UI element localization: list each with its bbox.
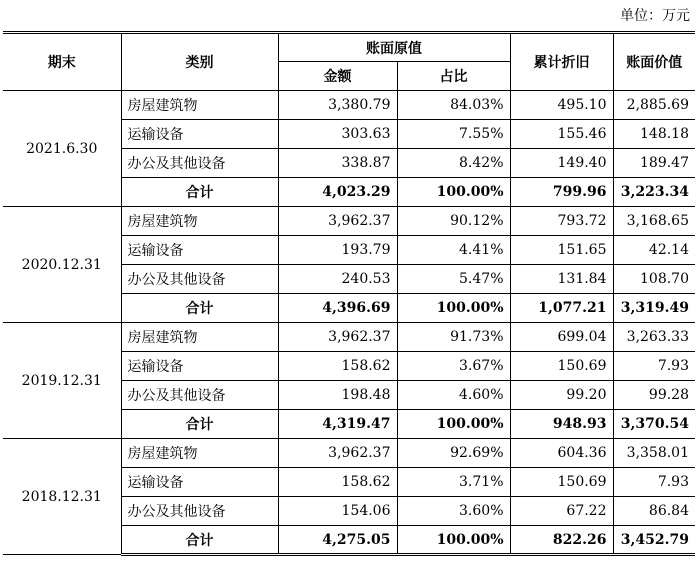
- ratio-cell: 92.69%: [397, 439, 510, 468]
- header-original-value: 账面原值: [278, 33, 510, 62]
- category-cell: 房屋建筑物: [121, 207, 278, 236]
- depreciation-cell: 67.22: [510, 497, 613, 526]
- book-value-cell: 99.28: [613, 381, 695, 410]
- amount-cell: 303.63: [278, 120, 397, 149]
- category-cell: 合计: [121, 294, 278, 323]
- ratio-cell: 5.47%: [397, 265, 510, 294]
- period-cell: 2021.6.30: [3, 91, 121, 207]
- category-cell: 房屋建筑物: [121, 91, 278, 120]
- category-cell: 运输设备: [121, 352, 278, 381]
- book-value-cell: 3,223.34: [613, 178, 695, 207]
- depreciation-cell: 604.36: [510, 439, 613, 468]
- depreciation-cell: 149.40: [510, 149, 613, 178]
- category-cell: 运输设备: [121, 236, 278, 265]
- fixed-assets-table: [3, 31, 695, 556]
- table-row: [3, 323, 695, 352]
- depreciation-cell: 151.65: [510, 236, 613, 265]
- category-cell: 办公及其他设备: [121, 497, 278, 526]
- depreciation-cell: 131.84: [510, 265, 613, 294]
- category-cell: 运输设备: [121, 468, 278, 497]
- ratio-cell: 91.73%: [397, 323, 510, 352]
- amount-cell: 154.06: [278, 497, 397, 526]
- depreciation-cell: 699.04: [510, 323, 613, 352]
- amount-cell: 198.48: [278, 381, 397, 410]
- amount-cell: 3,962.37: [278, 439, 397, 468]
- header-book-value: 账面价值: [613, 33, 695, 91]
- ratio-cell: 7.55%: [397, 120, 510, 149]
- book-value-cell: 3,319.49: [613, 294, 695, 323]
- depreciation-cell: 150.69: [510, 468, 613, 497]
- period-cell: 2018.12.31: [3, 439, 121, 555]
- ratio-cell: 84.03%: [397, 91, 510, 120]
- ratio-cell: 100.00%: [397, 410, 510, 439]
- amount-cell: 3,380.79: [278, 91, 397, 120]
- depreciation-cell: 99.20: [510, 381, 613, 410]
- depreciation-cell: 155.46: [510, 120, 613, 149]
- period-cell: 2019.12.31: [3, 323, 121, 439]
- depreciation-cell: 799.96: [510, 178, 613, 207]
- category-cell: 房屋建筑物: [121, 323, 278, 352]
- category-cell: 房屋建筑物: [121, 439, 278, 468]
- table-header: [3, 33, 695, 91]
- category-cell: 合计: [121, 410, 278, 439]
- table-body: [3, 91, 695, 555]
- book-value-cell: 189.47: [613, 149, 695, 178]
- book-value-cell: 3,168.65: [613, 207, 695, 236]
- amount-cell: 4,396.69: [278, 294, 397, 323]
- period-cell: 2020.12.31: [3, 207, 121, 323]
- amount-cell: 158.62: [278, 352, 397, 381]
- category-cell: 合计: [121, 178, 278, 207]
- amount-cell: 240.53: [278, 265, 397, 294]
- ratio-cell: 100.00%: [397, 526, 510, 555]
- ratio-cell: 90.12%: [397, 207, 510, 236]
- depreciation-cell: 1,077.21: [510, 294, 613, 323]
- book-value-cell: 148.18: [613, 120, 695, 149]
- category-cell: 办公及其他设备: [121, 381, 278, 410]
- amount-cell: 3,962.37: [278, 207, 397, 236]
- header-period: 期末: [3, 33, 121, 91]
- category-cell: 合计: [121, 526, 278, 555]
- category-cell: 办公及其他设备: [121, 265, 278, 294]
- depreciation-cell: 822.26: [510, 526, 613, 555]
- header-amount: 金额: [278, 62, 397, 91]
- book-value-cell: 3,263.33: [613, 323, 695, 352]
- book-value-cell: 2,885.69: [613, 91, 695, 120]
- depreciation-cell: 495.10: [510, 91, 613, 120]
- book-value-cell: 108.70: [613, 265, 695, 294]
- book-value-cell: 42.14: [613, 236, 695, 265]
- book-value-cell: 86.84: [613, 497, 695, 526]
- book-value-cell: 3,358.01: [613, 439, 695, 468]
- ratio-cell: 3.71%: [397, 468, 510, 497]
- table-row: [3, 91, 695, 120]
- ratio-cell: 8.42%: [397, 149, 510, 178]
- header-accumulated-depreciation: 累计折旧: [510, 33, 613, 91]
- amount-cell: 4,275.05: [278, 526, 397, 555]
- book-value-cell: 7.93: [613, 352, 695, 381]
- table-row: [3, 439, 695, 468]
- ratio-cell: 3.60%: [397, 497, 510, 526]
- amount-cell: 158.62: [278, 468, 397, 497]
- ratio-cell: 100.00%: [397, 178, 510, 207]
- header-category: 类别: [121, 33, 278, 91]
- category-cell: 办公及其他设备: [121, 149, 278, 178]
- amount-cell: 3,962.37: [278, 323, 397, 352]
- depreciation-cell: 793.72: [510, 207, 613, 236]
- amount-cell: 4,023.29: [278, 178, 397, 207]
- amount-cell: 4,319.47: [278, 410, 397, 439]
- book-value-cell: 3,452.79: [613, 526, 695, 555]
- ratio-cell: 4.41%: [397, 236, 510, 265]
- book-value-cell: 3,370.54: [613, 410, 695, 439]
- ratio-cell: 100.00%: [397, 294, 510, 323]
- book-value-cell: 7.93: [613, 468, 695, 497]
- depreciation-cell: 948.93: [510, 410, 613, 439]
- ratio-cell: 4.60%: [397, 381, 510, 410]
- table-row: [3, 207, 695, 236]
- unit-label: 单位：万元: [620, 8, 690, 24]
- depreciation-cell: 150.69: [510, 352, 613, 381]
- amount-cell: 193.79: [278, 236, 397, 265]
- amount-cell: 338.87: [278, 149, 397, 178]
- category-cell: 运输设备: [121, 120, 278, 149]
- ratio-cell: 3.67%: [397, 352, 510, 381]
- header-ratio: 占比: [397, 62, 510, 91]
